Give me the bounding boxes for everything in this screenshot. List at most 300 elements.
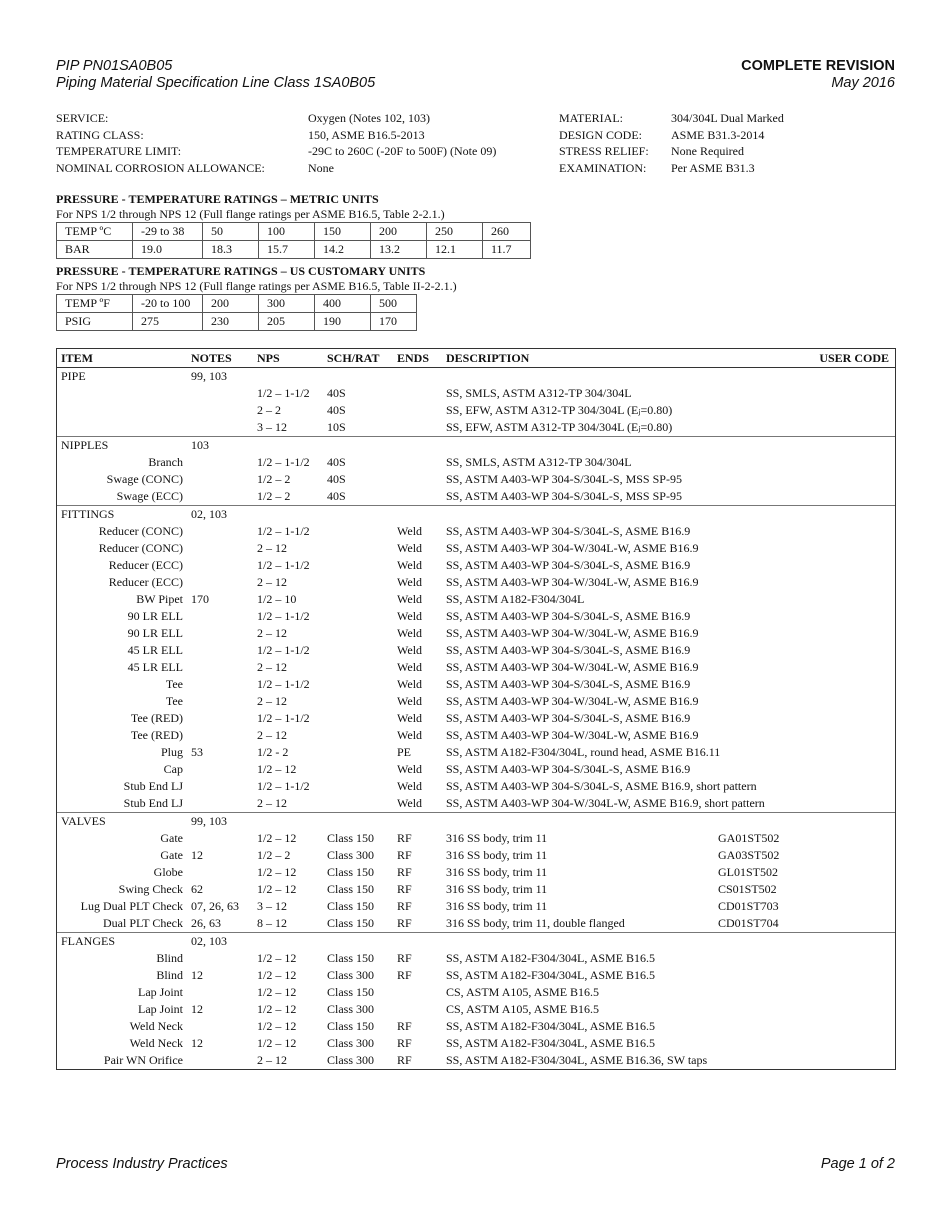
- description-cell: SS, ASTM A403-WP 304-W/304L-W, ASME B16.9: [446, 541, 699, 555]
- table-row: [57, 591, 895, 608]
- notes-cell: 07, 26, 63: [191, 899, 239, 913]
- user-code-cell: [718, 659, 895, 676]
- sch-rat-cell: Class 300: [327, 848, 375, 862]
- user-code-cell: [718, 1035, 895, 1052]
- user-code-cell: GA01ST502: [718, 831, 780, 845]
- table-row: [57, 471, 895, 488]
- user-code-cell: CD01ST704: [718, 916, 779, 930]
- doc-id: PIP PN01SA0B05: [56, 58, 173, 74]
- table-row: [57, 295, 417, 313]
- nps-cell: 1/2 – 12: [257, 985, 297, 999]
- nps-cell: 1/2 – 1-1/2: [257, 558, 310, 572]
- item-cell: Tee: [165, 694, 183, 708]
- user-code-cell: [718, 1052, 895, 1069]
- doc-header-right: [741, 58, 895, 92]
- item-cell: Tee (RED): [130, 711, 183, 725]
- notes-cell: 12: [191, 1002, 203, 1016]
- notes-cell: [187, 402, 257, 419]
- sch-rat-cell: Class 150: [327, 1019, 375, 1033]
- item-cell: Lap Joint: [138, 985, 183, 999]
- description-cell: SS, ASTM A403-WP 304-S/304L-S, ASME B16.9: [446, 643, 691, 657]
- sch-rat-cell: [327, 642, 397, 659]
- item-cell: Weld Neck: [129, 1036, 183, 1050]
- description-cell: SS, ASTM A403-WP 304-W/304L-W, ASME B16.9, short pattern: [446, 796, 765, 810]
- group-notes: 02, 103: [191, 507, 227, 521]
- info-labels-right: [559, 110, 649, 176]
- ends-cell: Weld: [397, 558, 423, 572]
- table-group: [57, 933, 895, 1069]
- nps-cell: 2 – 12: [257, 728, 287, 742]
- ends-cell: [397, 471, 446, 488]
- table-cell: 100: [259, 223, 315, 241]
- item-cell: Plug: [160, 745, 183, 759]
- user-code-cell: [718, 778, 895, 795]
- user-code-cell: [718, 385, 895, 402]
- description-cell: SS, ASTM A182-F304/304L, ASME B16.5: [446, 951, 656, 965]
- table-row: [57, 488, 895, 505]
- sch-rat-cell: 10S: [327, 420, 346, 434]
- sch-rat-cell: [327, 523, 397, 540]
- sch-rat-cell: [327, 727, 397, 744]
- notes-cell: [187, 625, 257, 642]
- description-cell: SS, ASTM A403-WP 304-S/304L-S, ASME B16.9: [446, 558, 691, 572]
- ends-cell: Weld: [397, 524, 423, 538]
- nps-cell: 1/2 – 12: [257, 1002, 297, 1016]
- description-cell: SS, ASTM A403-WP 304-S/304L-S, ASME B16.9: [446, 762, 691, 776]
- item-cell: Branch: [148, 455, 183, 469]
- user-code-cell: CD01ST703: [718, 899, 779, 913]
- item-cell: Pair WN Orifice: [103, 1053, 183, 1067]
- nps-cell: 8 – 12: [257, 916, 287, 930]
- metric-ratings-table: [56, 222, 531, 259]
- item-cell: Reducer (ECC): [108, 558, 183, 572]
- description-cell: CS, ASTM A105, ASME B16.5: [446, 985, 600, 999]
- sch-rat-cell: Class 150: [327, 899, 375, 913]
- sch-rat-cell: [327, 761, 397, 778]
- description-cell: 316 SS body, trim 11, double flanged: [446, 916, 625, 930]
- user-code-cell: GA03ST502: [718, 848, 780, 862]
- table-header-row: [57, 349, 895, 368]
- description-cell: SS, ASTM A182-F304/304L, ASME B16.5: [446, 968, 656, 982]
- nps-cell: 1/2 – 1-1/2: [257, 524, 310, 538]
- item-cell: 90 LR ELL: [127, 609, 183, 623]
- nps-cell: 1/2 – 1-1/2: [257, 643, 310, 657]
- metric-section-title: PRESSURE - TEMPERATURE RATINGS – METRIC UNITS: [56, 192, 379, 206]
- us-section-title: PRESSURE - TEMPERATURE RATINGS – US CUSTOMARY UNITS: [56, 264, 426, 278]
- column-header-notes: NOTES: [191, 351, 232, 365]
- item-cell: Stub End LJ: [123, 796, 183, 810]
- user-code-cell: [718, 744, 895, 761]
- description-cell: SS, ASTM A403-WP 304-S/304L-S, ASME B16.9: [446, 524, 691, 538]
- info-label: TEMPERATURE LIMIT:: [56, 144, 182, 158]
- table-row: [57, 659, 895, 676]
- notes-cell: [187, 950, 257, 967]
- ends-cell: Weld: [397, 728, 423, 742]
- user-code-cell: [718, 574, 895, 591]
- ends-cell: Weld: [397, 711, 423, 725]
- item-cell: Reducer (CONC): [98, 541, 183, 555]
- table-row: [57, 1018, 895, 1035]
- table-row: [57, 437, 895, 454]
- item-cell: [57, 419, 187, 436]
- ends-cell: Weld: [397, 592, 423, 606]
- notes-cell: [187, 676, 257, 693]
- notes-cell: [187, 608, 257, 625]
- user-code-cell: [718, 557, 895, 574]
- description-cell: SS, ASTM A403-WP 304-W/304L-W, ASME B16.9: [446, 575, 699, 589]
- nps-cell: 2 – 12: [257, 626, 287, 640]
- column-header-nps: NPS: [257, 351, 280, 365]
- item-cell: 45 LR ELL: [127, 643, 183, 657]
- user-code-cell: GL01ST502: [718, 865, 778, 879]
- notes-cell: 170: [191, 592, 209, 606]
- table-row: [57, 778, 895, 795]
- info-label: SERVICE:: [56, 111, 109, 125]
- notes-cell: 12: [191, 968, 203, 982]
- column-header-item: ITEM: [61, 351, 94, 365]
- nps-cell: 1/2 – 12: [257, 968, 297, 982]
- notes-cell: [187, 574, 257, 591]
- item-cell: [57, 402, 187, 419]
- ends-cell: Weld: [397, 609, 423, 623]
- table-cell: 200: [203, 295, 259, 313]
- user-code-cell: [718, 523, 895, 540]
- table-cell: 15.7: [259, 241, 315, 259]
- notes-cell: [187, 488, 257, 505]
- table-row: [57, 223, 531, 241]
- group-notes: 103: [191, 438, 209, 452]
- user-code-cell: CS01ST502: [718, 882, 777, 896]
- table-row: [57, 313, 417, 331]
- nps-cell: 2 – 2: [257, 403, 281, 417]
- nps-cell: 1/2 – 2: [257, 848, 291, 862]
- user-code-cell: [718, 676, 895, 693]
- table-cell: BAR: [57, 241, 133, 259]
- group-name: FITTINGS: [61, 507, 115, 521]
- metric-section-subtitle: For NPS 1/2 through NPS 12 (Full flange ratings per ASME B16.5, Table 2-2.1.): [56, 207, 445, 221]
- table-row: [57, 523, 895, 540]
- table-row: [57, 727, 895, 744]
- ends-cell: RF: [397, 882, 412, 896]
- description-cell: SS, ASTM A403-WP 304-S/304L-S, ASME B16.9, short pattern: [446, 779, 757, 793]
- table-row: [57, 1035, 895, 1052]
- table-row: [57, 1001, 895, 1018]
- item-cell: Gate: [160, 848, 183, 862]
- sch-rat-cell: Class 300: [327, 1053, 375, 1067]
- item-cell: Lap Joint: [138, 1002, 183, 1016]
- info-value: 150, ASME B16.5-2013: [308, 127, 425, 142]
- table-cell: 14.2: [315, 241, 371, 259]
- table-row: [57, 625, 895, 642]
- table-row: [57, 540, 895, 557]
- ends-cell: RF: [397, 916, 412, 930]
- description-cell: SS, SMLS, ASTM A312-TP 304/304L: [446, 455, 632, 469]
- info-label: NOMINAL CORROSION ALLOWANCE:: [56, 160, 265, 175]
- description-cell: CS, ASTM A105, ASME B16.5: [446, 1002, 600, 1016]
- description-cell: SS, ASTM A403-WP 304-S/304L-S, MSS SP-95: [446, 472, 682, 486]
- sch-rat-cell: Class 300: [327, 1036, 375, 1050]
- description-cell: SS, ASTM A182-F304/304L, ASME B16.5: [446, 1036, 656, 1050]
- sch-rat-cell: [327, 676, 397, 693]
- table-cell: 18.3: [203, 241, 259, 259]
- table-row: [57, 693, 895, 710]
- table-cell: 190: [315, 313, 371, 331]
- notes-cell: 12: [191, 1036, 203, 1050]
- ends-cell: [397, 1001, 446, 1018]
- ends-cell: Weld: [397, 643, 423, 657]
- table-row: [57, 557, 895, 574]
- description-cell: 316 SS body, trim 11: [446, 865, 548, 879]
- table-cell: 11.7: [483, 241, 531, 259]
- table-row: [57, 676, 895, 693]
- nps-cell: 3 – 12: [257, 899, 287, 913]
- sch-rat-cell: 40S: [327, 489, 346, 503]
- ends-cell: RF: [397, 899, 412, 913]
- user-code-cell: [718, 488, 895, 505]
- nps-cell: 1/2 – 10: [257, 592, 297, 606]
- sch-rat-cell: [327, 557, 397, 574]
- notes-cell: [187, 1052, 257, 1069]
- page-number: Page 1 of 2: [820, 1156, 895, 1172]
- nps-cell: 2 – 12: [257, 660, 287, 674]
- user-code-cell: [718, 727, 895, 744]
- info-label: EXAMINATION:: [559, 160, 647, 175]
- table-cell: -29 to 38: [133, 223, 203, 241]
- info-value: Oxygen (Notes 102, 103): [308, 111, 430, 125]
- table-cell: 230: [203, 313, 259, 331]
- description-cell: SS, ASTM A403-WP 304-S/304L-S, ASME B16.9: [446, 609, 691, 623]
- notes-cell: [187, 984, 257, 1001]
- item-cell: Reducer (ECC): [108, 575, 183, 589]
- description-cell: SS, ASTM A403-WP 304-W/304L-W, ASME B16.9: [446, 694, 699, 708]
- ends-cell: [397, 419, 446, 436]
- user-code-cell: [718, 984, 895, 1001]
- user-code-cell: [718, 693, 895, 710]
- table-row: [57, 847, 895, 864]
- info-value: 304/304L Dual Marked: [671, 111, 784, 125]
- nps-cell: 1/2 – 12: [257, 1036, 297, 1050]
- sch-rat-cell: [327, 659, 397, 676]
- table-row: [57, 761, 895, 778]
- item-cell: Swage (CONC): [106, 472, 183, 486]
- ends-cell: Weld: [397, 694, 423, 708]
- ends-cell: [397, 385, 446, 402]
- info-value: -29C to 260C (-20F to 500F) (Note 09): [308, 144, 497, 158]
- description-cell: SS, ASTM A403-WP 304-S/304L-S, ASME B16.9: [446, 677, 691, 691]
- column-header-ends: ENDS: [397, 351, 430, 365]
- ends-cell: [397, 402, 446, 419]
- notes-cell: [187, 471, 257, 488]
- table-cell: 300: [259, 295, 315, 313]
- user-code-cell: [718, 591, 895, 608]
- ends-cell: RF: [397, 1053, 412, 1067]
- notes-cell: [187, 385, 257, 402]
- table-row: [57, 830, 895, 847]
- group-name: FLANGES: [61, 934, 116, 948]
- notes-cell: [187, 795, 257, 812]
- sch-rat-cell: 40S: [327, 386, 346, 400]
- ends-cell: Weld: [397, 541, 423, 555]
- table-row: [57, 574, 895, 591]
- table-group: [57, 813, 895, 933]
- sch-rat-cell: Class 150: [327, 916, 375, 930]
- user-code-cell: [718, 761, 895, 778]
- doc-header-left: [56, 58, 375, 92]
- nps-cell: 1/2 – 2: [257, 489, 291, 503]
- sch-rat-cell: Class 300: [327, 1002, 375, 1016]
- info-label: DESIGN CODE:: [559, 127, 642, 142]
- nps-cell: 1/2 – 1-1/2: [257, 386, 310, 400]
- us-section-subtitle: For NPS 1/2 through NPS 12 (Full flange ratings per ASME B16.5, Table II-2-2.1.): [56, 279, 457, 293]
- sch-rat-cell: [327, 710, 397, 727]
- table-cell: 275: [133, 313, 203, 331]
- notes-cell: [187, 642, 257, 659]
- user-code-cell: [718, 710, 895, 727]
- notes-cell: [187, 778, 257, 795]
- item-cell: Blind: [156, 951, 183, 965]
- nps-cell: 1/2 – 12: [257, 762, 297, 776]
- table-row: [57, 402, 895, 419]
- table-row: [57, 864, 895, 881]
- group-name: NIPPLES: [61, 438, 109, 452]
- sch-rat-cell: Class 150: [327, 951, 375, 965]
- table-group: [57, 368, 895, 437]
- description-cell: SS, ASTM A182-F304/304L, round head, ASME B16.11: [446, 745, 721, 759]
- revision-label: COMPLETE REVISION: [741, 58, 895, 74]
- user-code-cell: [718, 402, 895, 419]
- ends-cell: Weld: [397, 660, 423, 674]
- user-code-cell: [718, 540, 895, 557]
- notes-cell: [187, 693, 257, 710]
- nps-cell: 2 – 12: [257, 541, 287, 555]
- description-cell: SS, SMLS, ASTM A312-TP 304/304L: [446, 386, 632, 400]
- nps-cell: 3 – 12: [257, 420, 287, 434]
- ends-cell: [397, 454, 446, 471]
- item-cell: [57, 385, 187, 402]
- group-notes: 99, 103: [191, 814, 227, 828]
- info-labels-left: [56, 110, 265, 176]
- table-row: [57, 915, 895, 932]
- revision-date: May 2016: [831, 75, 895, 91]
- group-name: PIPE: [61, 369, 86, 383]
- table-cell: 200: [371, 223, 427, 241]
- notes-cell: [187, 830, 257, 847]
- item-cell: Cap: [163, 762, 183, 776]
- description-cell: SS, ASTM A403-WP 304-S/304L-S, MSS SP-95: [446, 489, 682, 503]
- user-code-cell: [718, 454, 895, 471]
- nps-cell: 1/2 – 12: [257, 831, 297, 845]
- us-ratings-table: [56, 294, 417, 331]
- group-name: VALVES: [61, 814, 106, 828]
- table-cell: 260: [483, 223, 531, 241]
- sch-rat-cell: Class 150: [327, 865, 375, 879]
- table-row: [57, 419, 895, 436]
- item-cell: Gate: [160, 831, 183, 845]
- ends-cell: RF: [397, 831, 412, 845]
- notes-cell: [187, 761, 257, 778]
- table-row: [57, 506, 895, 523]
- nps-cell: 1/2 – 1-1/2: [257, 779, 310, 793]
- info-values-right: [671, 110, 784, 176]
- info-value: None: [308, 160, 334, 175]
- table-cell: 400: [315, 295, 371, 313]
- nps-cell: 2 – 12: [257, 796, 287, 810]
- nps-cell: 1/2 – 12: [257, 865, 297, 879]
- nps-cell: 1/2 – 1-1/2: [257, 711, 310, 725]
- notes-cell: [187, 523, 257, 540]
- notes-cell: 12: [191, 848, 203, 862]
- sch-rat-cell: 40S: [327, 472, 346, 486]
- description-cell: 316 SS body, trim 11: [446, 831, 548, 845]
- description-cell: 316 SS body, trim 11: [446, 848, 548, 862]
- item-cell: Dual PLT Check: [103, 916, 183, 930]
- item-cell: Stub End LJ: [123, 779, 183, 793]
- item-cell: Globe: [153, 865, 183, 879]
- table-cell: 12.1: [427, 241, 483, 259]
- ends-cell: RF: [397, 865, 412, 879]
- item-cell: Lug Dual PLT Check: [80, 899, 183, 913]
- table-cell: TEMP ºC: [57, 223, 133, 241]
- user-code-cell: [718, 795, 895, 812]
- description-cell: SS, ASTM A403-WP 304-W/304L-W, ASME B16.9: [446, 626, 699, 640]
- table-cell: 50: [203, 223, 259, 241]
- info-value: Per ASME B31.3: [671, 160, 755, 175]
- description-cell: 316 SS body, trim 11: [446, 899, 548, 913]
- sch-rat-cell: Class 150: [327, 831, 375, 845]
- ends-cell: [397, 488, 446, 505]
- item-cell: Reducer (CONC): [98, 524, 183, 538]
- notes-cell: [187, 419, 257, 436]
- ends-cell: Weld: [397, 779, 423, 793]
- description-cell: 316 SS body, trim 11: [446, 882, 548, 896]
- ends-cell: Weld: [397, 575, 423, 589]
- table-cell: 150: [315, 223, 371, 241]
- description-cell: SS, ASTM A403-WP 304-S/304L-S, ASME B16.9: [446, 711, 691, 725]
- user-code-cell: [718, 642, 895, 659]
- description-cell: SS, ASTM A403-WP 304-W/304L-W, ASME B16.9: [446, 728, 699, 742]
- ends-cell: RF: [397, 848, 412, 862]
- nps-cell: 1/2 – 1-1/2: [257, 455, 310, 469]
- info-value: ASME B31.3-2014: [671, 127, 765, 142]
- nps-cell: 1/2 – 12: [257, 882, 297, 896]
- ends-cell: RF: [397, 968, 412, 982]
- notes-cell: [187, 864, 257, 881]
- ends-cell: Weld: [397, 796, 423, 810]
- table-cell: 170: [371, 313, 417, 331]
- info-label: STRESS RELIEF:: [559, 144, 649, 158]
- table-row: [57, 385, 895, 402]
- table-row: [57, 454, 895, 471]
- notes-cell: [187, 557, 257, 574]
- notes-cell: [187, 710, 257, 727]
- nps-cell: 1/2 – 12: [257, 1019, 297, 1033]
- sch-rat-cell: [327, 608, 397, 625]
- table-group: [57, 506, 895, 813]
- item-cell: 90 LR ELL: [127, 626, 183, 640]
- description-cell: SS, EFW, ASTM A312-TP 304/304L (Eⱼ=0.80): [446, 420, 673, 434]
- item-cell: Tee (RED): [130, 728, 183, 742]
- footer-org: Process Industry Practices: [56, 1156, 228, 1172]
- ends-cell: RF: [397, 951, 412, 965]
- nps-cell: 2 – 12: [257, 575, 287, 589]
- column-header-description: DESCRIPTION: [446, 351, 530, 365]
- ends-cell: Weld: [397, 762, 423, 776]
- item-cell: Weld Neck: [129, 1019, 183, 1033]
- item-cell: Tee: [165, 677, 183, 691]
- table-row: [57, 967, 895, 984]
- doc-title: Piping Material Specification Line Class 1SA0B05: [56, 75, 376, 91]
- notes-cell: 53: [191, 745, 203, 759]
